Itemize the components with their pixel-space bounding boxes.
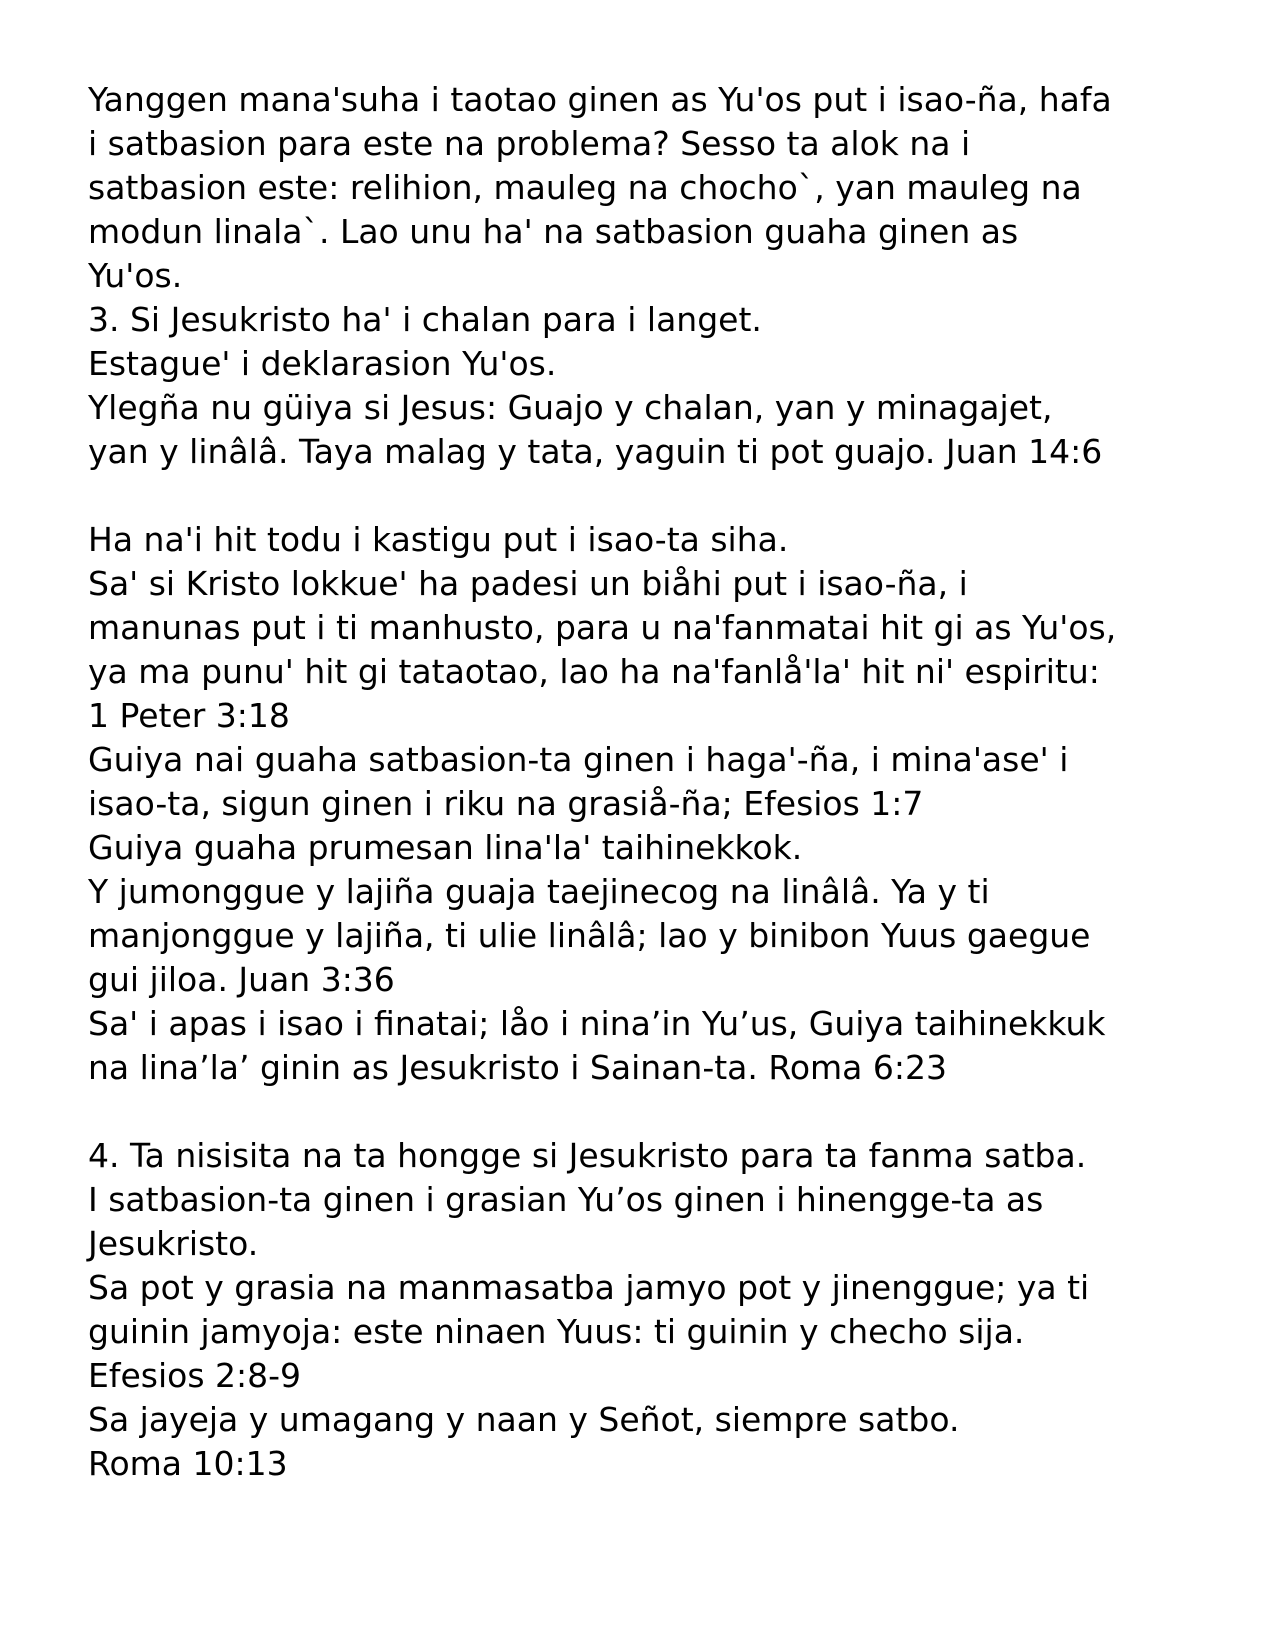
blank-line <box>88 1090 1248 1134</box>
text-line: Y jumonggue y lajiña guaja taejinecog na linâlâ. Ya y ti <box>88 872 990 911</box>
document-page <box>88 78 1248 1486</box>
text-line: Jesukristo. <box>88 1224 259 1263</box>
text-line: manunas put i ti manhusto, para u na'fanmatai hit gi as Yu'os, <box>88 608 1117 647</box>
text-line: Estague' i deklarasion Yu'os. <box>88 344 557 383</box>
text-line: ya ma punu' hit gi tataotao, lao ha na'fanlå'la' hit ni' espiritu: <box>88 652 1100 691</box>
text-line: I satbasion-ta ginen i grasian Yu’os ginen i hinengge-ta as <box>88 1180 1044 1219</box>
text-line: yan y linâlâ. Taya malag y tata, yaguin ti pot guajo. Juan 14:6 <box>88 432 1103 471</box>
text-line: isao-ta, sigun ginen i riku na grasiå-ña; Efesios 1:7 <box>88 784 924 823</box>
text-line: na lina’la’ ginin as Jesukristo i Sainan-ta. Roma 6:23 <box>88 1048 947 1087</box>
text-line: Ha na'i hit todu i kastigu put i isao-ta siha. <box>88 520 789 559</box>
text-line: Yu'os. <box>88 256 183 295</box>
text-line: gui jiloa. Juan 3:36 <box>88 960 395 999</box>
text-line: Guiya nai guaha satbasion-ta ginen i haga'-ña, i mina'ase' i <box>88 740 1069 779</box>
text-line: guinin jamyoja: este ninaen Yuus: ti guinin y checho sija. <box>88 1312 1025 1351</box>
text-line: i satbasion para este na problema? Sesso ta alok na i <box>88 124 971 163</box>
text-line: 1 Peter 3:18 <box>88 696 290 735</box>
text-line: Ylegña nu güiya si Jesus: Guajo y chalan, yan y minagajet, <box>88 388 1053 427</box>
text-line: Sa jayeja y umagang y naan y Señot, siempre satbo. <box>88 1400 960 1439</box>
text-line: Sa' si Kristo lokkue' ha padesi un biåhi put i isao-ña, i <box>88 564 968 603</box>
text-line: manjonggue y lajiña, ti ulie linâlâ; lao y binibon Yuus gaegue <box>88 916 1091 955</box>
text-line: Roma 10:13 <box>88 1444 288 1483</box>
section-heading-3: 3. Si Jesukristo ha' i chalan para i langet. <box>88 300 762 339</box>
text-line: Guiya guaha prumesan lina'la' taihinekkok. <box>88 828 803 867</box>
text-line: Efesios 2:8-9 <box>88 1356 302 1395</box>
section-heading-4: 4. Ta nisisita na ta hongge si Jesukristo para ta fanma satba. <box>88 1136 1087 1175</box>
text-line: satbasion este: relihion, mauleg na chocho`, yan mauleg na <box>88 168 1082 207</box>
blank-line <box>88 474 1248 518</box>
text-line: Sa pot y grasia na manmasatba jamyo pot y jinenggue; ya ti <box>88 1268 1090 1307</box>
text-line: modun linala`. Lao unu ha' na satbasion guaha ginen as <box>88 212 1019 251</box>
text-line: Yanggen mana'suha i taotao ginen as Yu'os put i isao-ña, hafa <box>88 80 1112 119</box>
text-line: Sa' i apas i isao i finatai; låo i nina’in Yu’us, Guiya taihinekkuk <box>88 1004 1106 1043</box>
